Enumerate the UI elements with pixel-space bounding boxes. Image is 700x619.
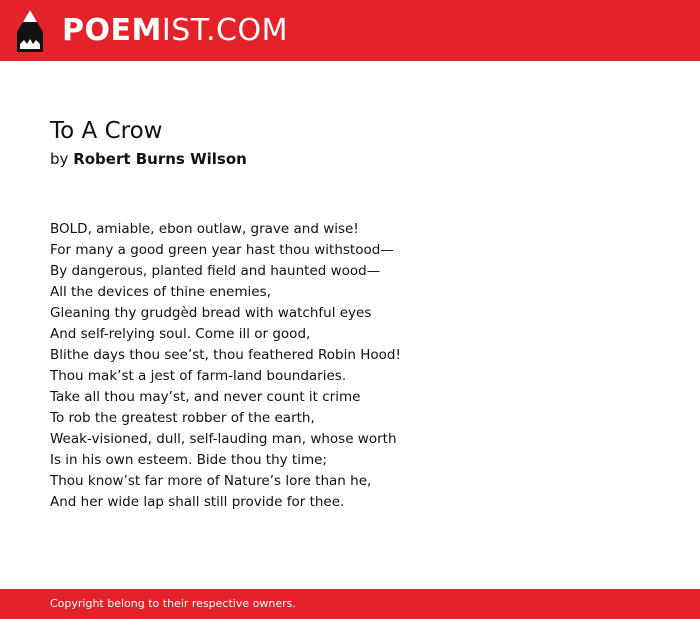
poem-line: And her wide lap shall still provide for thee. <box>50 494 345 510</box>
poem-author: Robert Burns Wilson <box>73 150 247 168</box>
copyright-notice: Copyright belong to their respective owners. <box>50 597 296 610</box>
poem-line: To rob the greatest robber of the earth, <box>50 410 315 426</box>
poem-line: Thou mak’st a jest of farm-land boundaries. <box>50 368 347 384</box>
poem-line: Blithe days thou see’st, thou feathered Robin Hood! <box>50 347 401 363</box>
poem-line: Is in his own esteem. Bide thou thy time; <box>50 452 327 468</box>
poem-line: Gleaning thy grudgèd bread with watchful eyes <box>50 305 372 321</box>
poem-body <box>50 219 401 513</box>
poem-line: And self-relying soul. Come ill or good, <box>50 326 311 342</box>
poem-line: Weak-visioned, dull, self-lauding man, whose worth <box>50 431 397 447</box>
site-logo-text[interactable] <box>62 13 288 49</box>
poem-line: Take all thou may’st, and never count it crime <box>50 389 361 405</box>
poem-title: To A Crow <box>50 118 163 144</box>
site-footer <box>0 589 700 619</box>
by-prefix: by <box>50 150 69 168</box>
poem-byline <box>50 149 247 169</box>
pencil-icon[interactable] <box>17 10 43 52</box>
poem-line: By dangerous, planted field and haunted wood— <box>50 263 381 279</box>
brand-light-text: IST.COM <box>161 13 288 48</box>
poem-line: Thou know’st far more of Nature’s lore than he, <box>50 473 372 489</box>
site-header <box>0 0 700 61</box>
poem-line: BOLD, amiable, ebon outlaw, grave and wise! <box>50 221 359 237</box>
poem-line: All the devices of thine enemies, <box>50 284 271 300</box>
poem-line: For many a good green year hast thou withstood— <box>50 242 394 258</box>
brand-bold-text: POEM <box>62 13 162 48</box>
